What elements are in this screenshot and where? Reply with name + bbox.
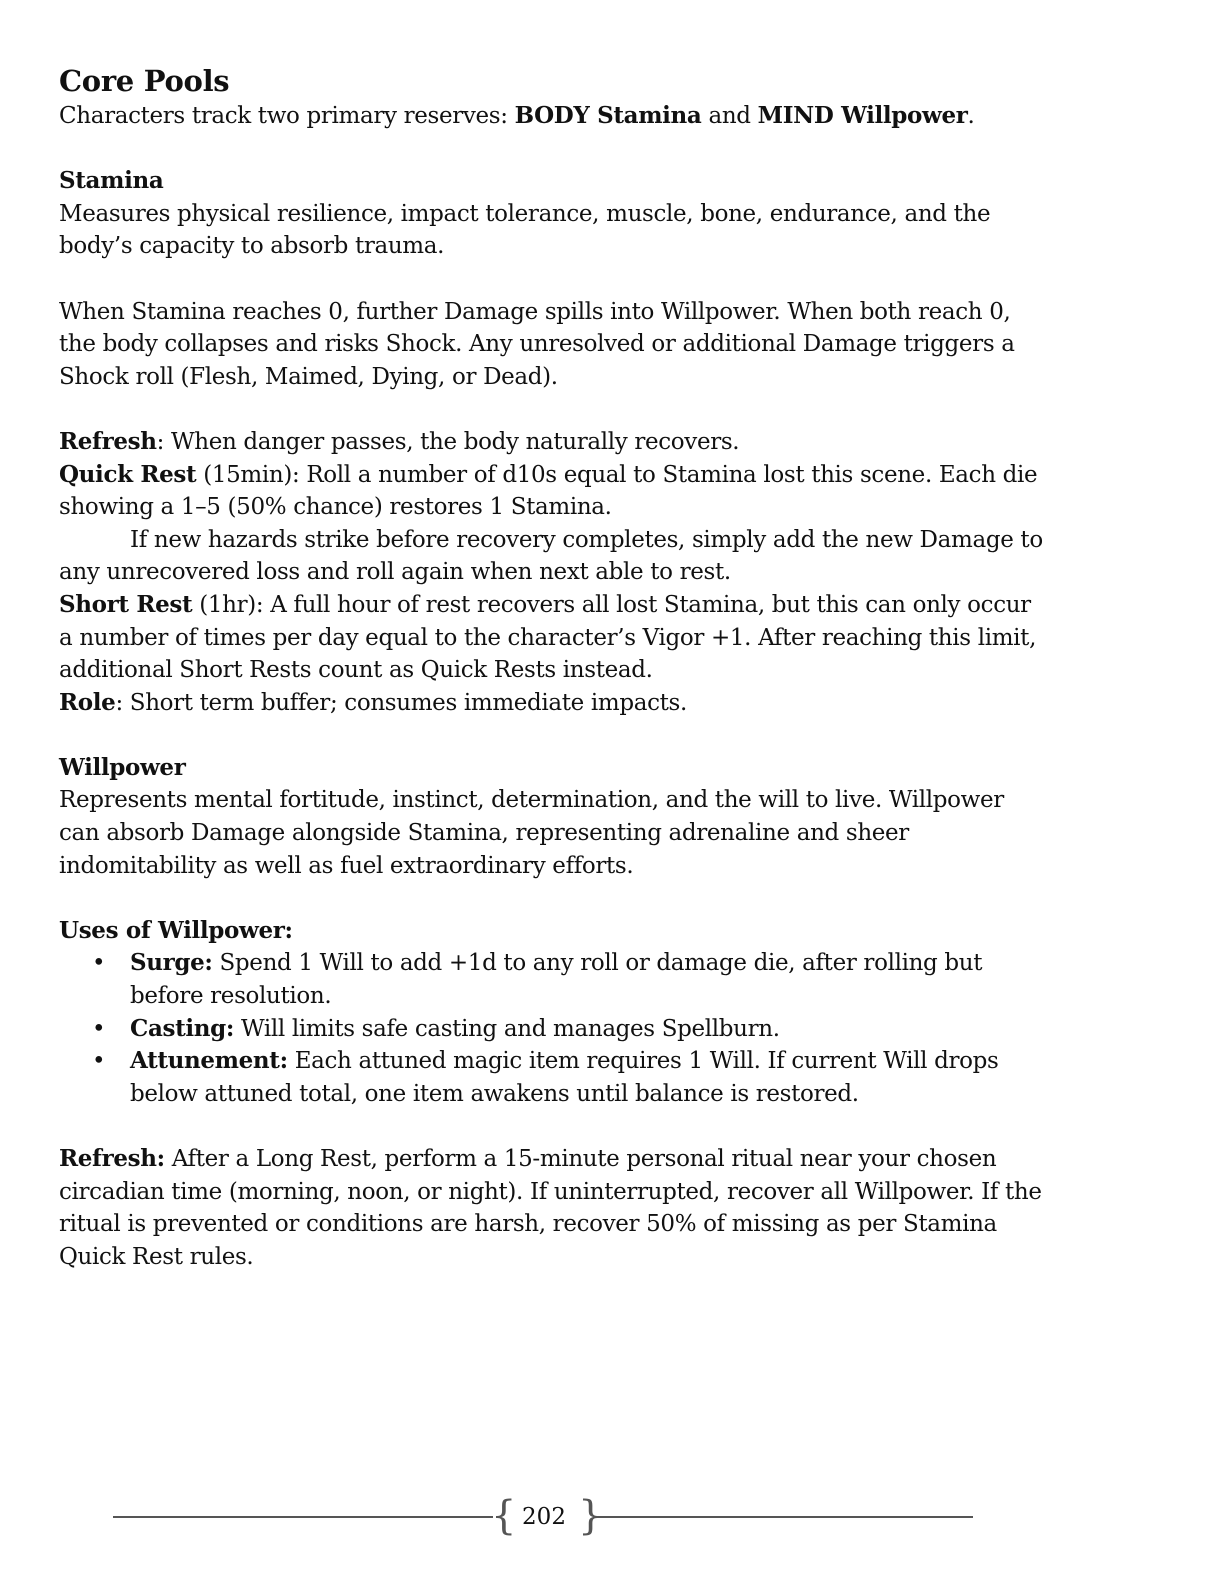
refresh-text: : When danger passes, the body naturally recovers. (156, 428, 740, 455)
refresh-label: Refresh (59, 427, 157, 455)
bullet-icon: • (92, 950, 106, 977)
willpower-uses-list (59, 947, 1049, 1110)
uses-of-willpower-heading: Uses of Willpower: (59, 916, 293, 944)
left-brace-icon: { (491, 1493, 517, 1539)
quick-rest-text: (15min): Roll a number of d10s equal to Stamina lost this scene. Each die showing a 1–5 (50% chance) restores 1 Stamina. (59, 461, 1038, 521)
short-rest-rule (59, 589, 1049, 687)
intro-period: . (967, 103, 975, 129)
willpower-refresh (59, 1143, 1049, 1273)
willpower-heading: Willpower (59, 753, 186, 781)
willpower-refresh-text: After a Long Rest, perform a 15-minute personal ritual near your chosen circadian time (morning, noon, or night). If uninterrupted, recover all Willpower. If the ritual is prevented or conditions are harsh, recover 50% of missing as per Stamina Quick Rest rules. (59, 1146, 1042, 1270)
intro-and: and (701, 103, 758, 129)
bullet-icon: • (92, 1015, 106, 1042)
bullet-icon: • (92, 1048, 106, 1075)
use-label: Casting: (130, 1014, 235, 1042)
page-content (59, 62, 1049, 1273)
stamina-description: Measures physical resilience, impact tolerance, muscle, bone, endurance, and the body’s capacity to absorb trauma. (59, 200, 991, 260)
footer-rule-left (113, 1516, 493, 1518)
use-label: Surge: (130, 949, 213, 977)
mind-willpower-term: MIND Willpower (757, 102, 968, 129)
body-stamina-term: BODY Stamina (514, 102, 702, 129)
role-label: Role (59, 688, 116, 716)
short-rest-label: Short Rest (59, 590, 193, 618)
quick-rest-label: Quick Rest (59, 460, 197, 488)
intro-text: Characters track two primary reserves: (59, 103, 515, 129)
list-item-attunement (59, 1045, 1049, 1110)
stamina-role (59, 687, 1049, 720)
stamina-zero-rule: When Stamina reaches 0, further Damage spills into Willpower. When both reach 0, the body collapses and risks Shock. Any unresolved or additional Damage triggers a Shock roll (Flesh, Maimed, Dying, or Dead). (59, 298, 1015, 390)
list-item-casting (59, 1013, 1049, 1046)
page-title: Core Pools (59, 64, 230, 98)
stamina-heading: Stamina (59, 167, 164, 195)
list-item-surge (59, 947, 1049, 1012)
short-rest-text: (1hr): A full hour of rest recovers all lost Stamina, but this can only occur a number of times per day equal to the character’s Vigor +1. After reaching this limit, additional Short Rests count as Quick Rests instead. (59, 591, 1037, 684)
role-text: : Short term buffer; consumes immediate impacts. (115, 689, 687, 716)
intro-paragraph (59, 100, 1049, 133)
use-text: Each attuned magic item requires 1 Will. If current Will drops below attuned total, one item awakens until balance is restored. (130, 1048, 999, 1107)
use-text: Spend 1 Will to add +1d to any roll or damage die, after rolling but before resolution. (130, 950, 983, 1010)
use-label: Attunement: (130, 1047, 288, 1075)
page-number: 202 (522, 1504, 566, 1530)
willpower-refresh-label: Refresh: (59, 1145, 165, 1172)
page-footer (113, 1494, 973, 1540)
quick-rest-rule (59, 459, 1049, 524)
use-text: Will limits safe casting and manages Spellburn. (234, 1015, 780, 1042)
stamina-refresh (59, 426, 1049, 459)
footer-rule-right (593, 1516, 973, 1518)
quick-rest-note: If new hazards strike before recovery completes, simply add the new Damage to any unrecovered loss and roll again when next able to rest. (59, 526, 1043, 586)
willpower-description: Represents mental fortitude, instinct, determination, and the will to live. Willpower can absorb Damage alongside Stamina, representing adrenaline and sheer indomitability as well as fuel extraordinary efforts. (59, 787, 1004, 879)
right-brace-icon: } (578, 1493, 604, 1539)
